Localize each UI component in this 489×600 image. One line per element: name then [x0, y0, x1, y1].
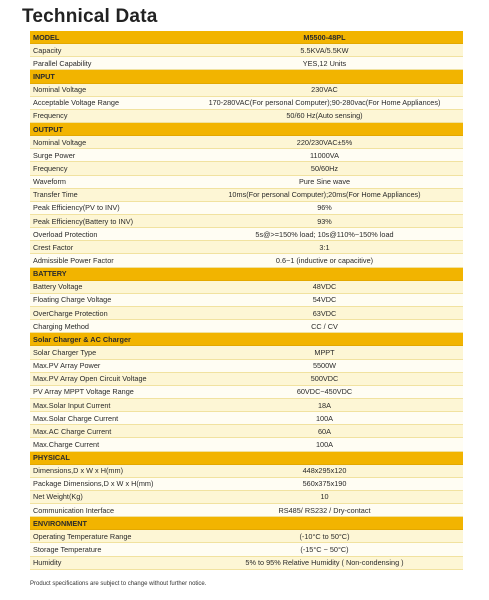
spec-value: 96%: [186, 201, 463, 214]
spec-label: Humidity: [30, 556, 186, 569]
section-value: [186, 333, 463, 346]
section-value: [186, 70, 463, 83]
section-title: INPUT: [30, 70, 186, 83]
spec-row: [30, 385, 463, 398]
spec-label: Communication Interface: [30, 504, 186, 517]
section-title: MODEL: [30, 31, 186, 44]
spec-label: Max.Charge Current: [30, 438, 186, 451]
spec-label: Max.PV Array Open Circuit Voltage: [30, 372, 186, 385]
technical-data-table: [30, 31, 463, 570]
spec-label: Frequency: [30, 109, 186, 122]
spec-value: (-10°C to 50°C): [186, 530, 463, 543]
spec-value: CC / CV: [186, 320, 463, 333]
section-title: PHYSICAL: [30, 451, 186, 464]
spec-value: 5% to 95% Relative Humidity ( Non-condensing ): [186, 556, 463, 569]
spec-row: [30, 162, 463, 175]
section-title: Solar Charger & AC Charger: [30, 333, 186, 346]
section-value: [186, 267, 463, 280]
spec-label: Package Dimensions,D x W x H(mm): [30, 477, 186, 490]
spec-value: 0.6~1 (inductive or capacitive): [186, 254, 463, 267]
section-header: [30, 267, 463, 280]
spec-label: OverCharge Protection: [30, 306, 186, 319]
section-title: ENVIRONMENT: [30, 517, 186, 530]
spec-row: [30, 109, 463, 122]
spec-row: [30, 530, 463, 543]
spec-value: 11000VA: [186, 149, 463, 162]
spec-label: Operating Temperature Range: [30, 530, 186, 543]
spec-row: [30, 556, 463, 569]
spec-row: [30, 149, 463, 162]
spec-label: Overload Protection: [30, 228, 186, 241]
spec-value: Pure Sine wave: [186, 175, 463, 188]
spec-label: Surge Power: [30, 149, 186, 162]
spec-label: Max.Solar Charge Current: [30, 412, 186, 425]
section-value: M5500-48PL: [186, 31, 463, 44]
spec-label: Peak Efficiency(Battery to INV): [30, 214, 186, 227]
spec-row: [30, 228, 463, 241]
spec-value: 60VDC~450VDC: [186, 385, 463, 398]
spec-value: (-15°C ~ 50°C): [186, 543, 463, 556]
spec-row: [30, 490, 463, 503]
spec-row: [30, 477, 463, 490]
spec-value: 63VDC: [186, 306, 463, 319]
spec-row: [30, 241, 463, 254]
spec-value: 100A: [186, 412, 463, 425]
spec-value: 560x375x190: [186, 477, 463, 490]
spec-value: 10ms(For personal Computer);20ms(For Home Appliances): [186, 188, 463, 201]
spec-value: 170-280VAC(For personal Computer);90-280vac(For Home Appliances): [186, 96, 463, 109]
spec-label: Battery Voltage: [30, 280, 186, 293]
spec-row: [30, 425, 463, 438]
spec-value: YES,12 Units: [186, 57, 463, 70]
spec-label: Max.PV Array Power: [30, 359, 186, 372]
section-header: [30, 70, 463, 83]
spec-value: 54VDC: [186, 293, 463, 306]
spec-value: MPPT: [186, 346, 463, 359]
spec-value: 60A: [186, 425, 463, 438]
spec-row: [30, 57, 463, 70]
spec-row: [30, 320, 463, 333]
section-header: [30, 31, 463, 44]
spec-value: RS485/ RS232 / Dry-contact: [186, 504, 463, 517]
spec-label: Parallel Capability: [30, 57, 186, 70]
spec-row: [30, 201, 463, 214]
spec-label: Charging Method: [30, 320, 186, 333]
spec-label: Storage Temperature: [30, 543, 186, 556]
spec-row: [30, 188, 463, 201]
section-header: [30, 451, 463, 464]
spec-value: 100A: [186, 438, 463, 451]
spec-label: Capacity: [30, 44, 186, 57]
spec-value: 93%: [186, 214, 463, 227]
spec-label: Net Weight(Kg): [30, 490, 186, 503]
spec-row: [30, 359, 463, 372]
spec-row: [30, 412, 463, 425]
spec-value: 3:1: [186, 241, 463, 254]
spec-row: [30, 438, 463, 451]
spec-row: [30, 96, 463, 109]
spec-row: [30, 543, 463, 556]
spec-value: 220/230VAC±5%: [186, 136, 463, 149]
spec-label: Crest Factor: [30, 241, 186, 254]
spec-label: PV Array MPPT Voltage Range: [30, 385, 186, 398]
spec-label: Max.AC Charge Current: [30, 425, 186, 438]
spec-row: [30, 44, 463, 57]
spec-label: Nominal Voltage: [30, 136, 186, 149]
technical-data-table-body: [30, 31, 463, 569]
section-value: [186, 122, 463, 135]
spec-label: Acceptable Voltage Range: [30, 96, 186, 109]
spec-value: 10: [186, 490, 463, 503]
spec-row: [30, 346, 463, 359]
spec-row: [30, 280, 463, 293]
spec-label: Peak Efficiency(PV to INV): [30, 201, 186, 214]
spec-row: [30, 136, 463, 149]
spec-row: [30, 306, 463, 319]
spec-row: [30, 83, 463, 96]
page-title: Technical Data: [22, 6, 158, 27]
spec-value: 5s@>=150% load; 10s@110%~150% load: [186, 228, 463, 241]
section-header: [30, 122, 463, 135]
section-value: [186, 451, 463, 464]
spec-label: Dimensions,D x W x H(mm): [30, 464, 186, 477]
spec-row: [30, 175, 463, 188]
spec-label: Solar Charger Type: [30, 346, 186, 359]
spec-row: [30, 398, 463, 411]
spec-label: Waveform: [30, 175, 186, 188]
spec-value: 5500W: [186, 359, 463, 372]
spec-value: 18A: [186, 398, 463, 411]
spec-value: 50/60Hz: [186, 162, 463, 175]
spec-row: [30, 214, 463, 227]
spec-label: Max.Solar Input Current: [30, 398, 186, 411]
section-value: [186, 517, 463, 530]
spec-value: 5.5KVA/5.5KW: [186, 44, 463, 57]
spec-label: Admissible Power Factor: [30, 254, 186, 267]
spec-label: Frequency: [30, 162, 186, 175]
spec-row: [30, 293, 463, 306]
section-header: [30, 333, 463, 346]
section-title: BATTERY: [30, 267, 186, 280]
section-title: OUTPUT: [30, 122, 186, 135]
footnote: Product specifications are subject to change without further notice.: [30, 581, 207, 587]
spec-label: Transfer Time: [30, 188, 186, 201]
spec-row: [30, 372, 463, 385]
spec-row: [30, 504, 463, 517]
spec-value: 500VDC: [186, 372, 463, 385]
spec-label: Floating Charge Voltage: [30, 293, 186, 306]
spec-label: Nominal Voltage: [30, 83, 186, 96]
section-header: [30, 517, 463, 530]
spec-value: 230VAC: [186, 83, 463, 96]
spec-value: 50/60 Hz(Auto sensing): [186, 109, 463, 122]
spec-row: [30, 464, 463, 477]
spec-value: 448x295x120: [186, 464, 463, 477]
spec-value: 48VDC: [186, 280, 463, 293]
spec-row: [30, 254, 463, 267]
